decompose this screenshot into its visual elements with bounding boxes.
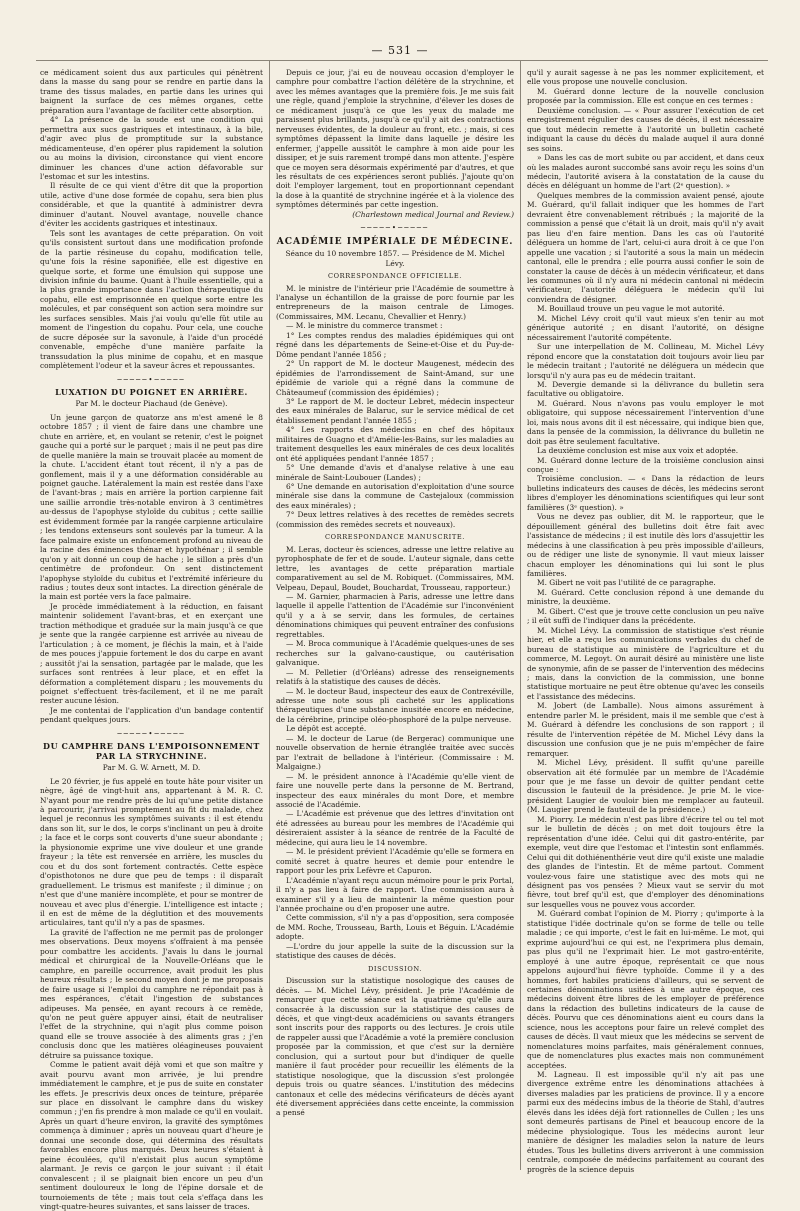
academy-title: ACADÉMIE IMPÉRIALE DE MÉDECINE. bbox=[276, 235, 514, 247]
paragraph: M. Guérard. Nous n'avons pas voulu employer le mot obligatoire, qui suppose nécessairement l'intervention d'une loi, mais nous avons dit il est nécessaire, qui indique bien que, dans la pensée de la commission, la délivrance du bulletin ne doit pas être seulement facultative. bbox=[527, 398, 764, 446]
paragraph: — M. le ministre du commerce transmet : bbox=[286, 321, 443, 331]
paragraph: Sur une interpellation de M. Collineau, M. Michel Lévy répond encore que la constatation doit toujours avoir lieu par le médecin traitant ; l'autorité ne déléguera un médecin que lorsqu'il n'y aura pas eu de médecin traitant. bbox=[527, 342, 764, 380]
paragraph: ce médicament soient dus aux particules qui pénètrent dans la masse du sang pour se rendre en partie dans la trame des tissus malades, en partie dans les urines qui baignent la surface de ces mêmes organes, cette préparation aura l'avantage de faciliter cette absorption. bbox=[40, 68, 263, 115]
paragraph: Deuxième conclusion. — « Pour assurer l'exécution de cet enregistrement régulier des causes de décès, il est nécessaire que tout médecin remette à l'autorité un bulletin cacheté indiquant la cause du décès du malade auquel il aura donné ses soins. bbox=[527, 105, 764, 153]
paragraph: M. Lagneau. Il est impossible qu'il n'y ait pas une divergence extrême entre les dénominations attachées à diverses maladies par les praticiens de province. Il y a encore parmi eux des médecins imbus de la théorie de Stahl, d'autres élevés dans les idées déjà fort rationnelles de Cullen ; les uns sont demeurés partisans de Pinel et beaucoup encore de la médecine physiologique. Tous les médecins auront leur manière de désigner les maladies selon la nature de leurs études. Tous les bulletins divers arriveront à une commission centrale, composée de médecins parfaitement au courant des progrès de la science depuis bbox=[527, 1070, 764, 1174]
paragraph: M. Michel Lévy croit qu'il vaut mieux s'en tenir au mot générique autorité ; en disant l'autorité, on désigne nécessairement l'autorité compétente. bbox=[527, 313, 764, 342]
subhead-official-correspondence: CORRESPONDANCE OFFICIELLE. bbox=[328, 272, 462, 281]
paragraph: Troisième conclusion. — « Dans la rédaction de leurs bulletins indicateurs des causes de décès, les médecins seront libres d'employer les dénominations scientifiques qui leur sont familières (3ᵉ question). » bbox=[527, 474, 764, 512]
paragraph: — L'Académie est prévenue que des lettres d'invitation ont été adressées au bureau pour les membres de l'Académie qui désireraient assister à la séance de rentrée de la Faculté de médecine, qui aura lieu le 14 novembre. bbox=[276, 809, 514, 847]
paragraph: M. Gibert. C'est que je trouve cette conclusion un peu naïve ; il eût suffi de l'indiquer dans la précédente. bbox=[527, 606, 764, 626]
paragraph: M. Gibert ne voit pas l'utilité de ce paragraphe. bbox=[537, 578, 716, 588]
paragraph: Depuis ce jour, j'ai eu de nouveau occasion d'employer le camphre pour combattre l'action délétère de la strychnine, et avec les mêmes avantages que la première fois. Je me suis fait une règle, quand j'emploie la strychnine, d'élever les doses de ce médicament jusqu'à ce que les yeux du malade me paraissent plus brillants, jusqu'à ce qu'il y ait des contractions nerveuses évidentes, de la douleur au front, etc. ; mais, si ces symptômes dépassent la limite dans laquelle je désire les enfermer, j'appelle aussitôt le camphre à mon aide pour les dissiper, et je suis rarement trompé dans mon attente. J'espère que ce moyen sera désormais expérimenté par d'autres, et que les résultats de ces expériences seront publiés. J'ajoute qu'on doit l'employer largement, tout en proportionnant cependant la dose à la quantité de strychnine ingérée et à la violence des symptômes déterminés par cette ingestion. bbox=[276, 68, 514, 210]
section-separator: ─────•───── bbox=[117, 375, 186, 384]
paragraph: qu'il y aurait sagesse à ne pas les nommer explicitement, et elle vous propose une nouvelle conclusion. bbox=[527, 68, 764, 87]
article-byline: Par M. le docteur Piachaud (de Genève). bbox=[75, 399, 228, 409]
paragraph: L'Académie n'ayant reçu aucun mémoire pour le prix Portal, il n'y a pas lieu à faire de rapport. Une commission aura à examiner s'il y a lieu de maintenir la même question pour l'année prochaine ou d'en proposer une autre. bbox=[276, 875, 514, 913]
paragraph: M. le ministre de l'intérieur prie l'Académie de soumettre à l'analyse un échantillon de la graisse de porc fournie par les entrepreneurs de la maison centrale de Limoges. (Commissaires, MM. Lecanu, Chevallier et Henry.) bbox=[276, 283, 514, 321]
paragraph: M. Guérard donne lecture de la nouvelle conclusion proposée par la commission. Elle est conçue en ces termes : bbox=[527, 86, 764, 106]
paragraph: — M. le président annonce à l'Académie qu'elle vient de faire une nouvelle perte dans la personne de M. Bertrand, inspecteur des eaux minérales du mont Dore, et membre associé de l'Académie. bbox=[276, 771, 514, 809]
paragraph: La deuxième conclusion est mise aux voix et adoptée. bbox=[537, 446, 739, 456]
paragraph: Je me contentai de l'application d'un bandage contentif pendant quelques jours. bbox=[40, 705, 263, 725]
paragraph: 6° Une demande en autorisation d'exploitation d'une source minérale sise dans la commune de Castejaloux (commission des eaux minérales) ; bbox=[276, 482, 514, 510]
paragraph: M. Jobert (de Lamballe). Nous aimons assurément à entendre parler M. le président, mais il me semble que c'est à M. Guérard à défendre les conclusions de son rapport ; il résulte de l'intervention répétée de M. Michel Lévy dans la discussion une confusion que je ne puis m'empêcher de faire remarquer. bbox=[527, 701, 764, 758]
subhead-manuscript-correspondence: CORRESPONDANCE MANUSCRITE. bbox=[325, 533, 465, 542]
paragraph: — M. le docteur Baud, inspecteur des eaux de Contrexéville, adresse une note sous pli cacheté sur les applications thérapeutiques d'une substance inusitée encore en médecine, de la cérébrine, principe oléo-phosphoré de la pulpe nerveuse. bbox=[276, 686, 514, 724]
section-separator: ─────•───── bbox=[117, 729, 186, 738]
paragraph: 5° Une demande d'avis et d'analyse relative à une eau minérale de Saint-Loubouer (Landes) ; bbox=[276, 463, 514, 482]
paragraph: — M. Pelletier (d'Orléans) adresse des renseignements relatifs à la statistique des causes de décès. bbox=[276, 667, 514, 687]
paragraph: M. Devergie demande si la délivrance du bulletin sera facultative ou obligatoire. bbox=[527, 379, 764, 399]
paragraph: Vous ne devez pas oublier, dit M. le rapporteur, que le dépouillement général des bulletins doit être fait avec l'assistance de médecins ; il est inutile dès lors d'assujettir les médecins à une classification à peu près impossible d'ailleurs, ou de rédiger une liste de synonymie. Il vaut mieux laisser chacun employer les dénominations qui lui sont le plus familières. bbox=[527, 512, 764, 579]
paragraph: — M. Broca communique à l'Académie quelques-unes de ses recherches sur la galvano-caustique, ou cautérisation galvanique. bbox=[276, 639, 514, 668]
paragraph: — M. Garnier, pharmacien à Paris, adresse une lettre dans laquelle il appelle l'attention de l'Académie sur l'inconvénient qu'il y a à se servir, dans les formules, de certaines dénominations chimiques qui peuvent entraîner des confusions regrettables. bbox=[276, 592, 514, 639]
section-separator: ─────•───── bbox=[360, 224, 430, 233]
paragraph: 7° Deux lettres relatives à des recettes de remèdes secrets (commission des remèdes secrets et nouveaux). bbox=[276, 510, 514, 529]
paragraph: M. Guérard. Cette conclusion répond à une demande du ministre, la deuxième. bbox=[527, 587, 764, 607]
paragraph: M. Leras, docteur ès sciences, adresse une lettre relative au pyrophosphate de fer et de soude. L'auteur signale, dans cette lettre, les avantages de cette préparation martiale comparativement au sel de M. Robiquet. (Commissaires, MM. Velpeau, Depaul, Boudet, Bouchardat, Trousseau, rapporteur.) bbox=[276, 544, 514, 592]
article-title-camphre: DU CAMPHRE DANS L'EMPOISONNEMENT PAR LA STRYCHNINE. bbox=[43, 741, 260, 761]
paragraph: M. Michel Lévy. La commission de statistique s'est réunie hier, et elle a reçu les communications verbales du chef de bureau de statistique au ministère de l'agriculture et du commerce, M. Legoyt. On aurait désiré au ministère une liste de synonymie, afin de se passer de l'intervention des médecins ; mais, dans la conviction de la commission, une bonne statistique mortuaire ne peut être obtenue qu'avec les conseils et l'assistance des médecins. bbox=[527, 625, 764, 701]
paragraph: M. Piorry. Le médecin n'est pas libre d'écrire tel ou tel mot sur le bulletin de décès ; on met doit toujours être la représentation d'une idée. Celui qui dit gastro-entérite, par exemple, veut dire que l'estomac et l'intestin sont enflammés. Celui qui dit dothiénenthérie veut dire qu'il existe une maladie des glandes de l'intestin. Et de même partout. Comment voulez-vous faire une statistique avec des mots qui ne désignent pas vos pensées ? Mieux vaut se servir du mot fièvre, tout bref qu'il est, que d'employer des dénominations sur lesquelles vous ne pouvez vous accorder. bbox=[527, 814, 764, 909]
article-source: (Charlestown medical Journal and Review.) bbox=[352, 209, 514, 219]
paragraph: Je procède immédiatement à la réduction, en faisant maintenir solidement l'avant-bras, et en exerçant une traction méthodique et graduée sur la main jusqu'à ce que je sente que la rangée carpienne est arrivée au niveau de l'articulation ; à ce moment, je fléchis la main, et à l'aide de mes pouces j'appuie fortement le dos du carpe en avant ; aussitôt j'ai la sensation, partagée par le malade, que les surfaces sont rentrées à leur place, et en effet la déformation a complétement disparu ; les mouvements du poignet s'effectuent très-facilement, et il ne me paraît rester aucune lésion. bbox=[40, 601, 263, 706]
column-rule-left bbox=[269, 60, 270, 1170]
paragraph: — M. le docteur de Larue (de Bergerac) communique une nouvelle observation de hernie étranglée traitée avec succès par l'extrait de belladone à l'intérieur. (Commissaire : M. Malgaigne.) bbox=[276, 733, 514, 772]
page-number: — 531 — bbox=[371, 44, 429, 57]
paragraph: Discussion sur la statistique nosologique des causes de décès. — M. Michel Lévy, président. Je prie l'Académie de remarquer que cette séance est la quatrième qu'elle aura consacrée à la discussion sur la statistique des causes de décès, et que vingt-deux académiciens ou savants étrangers sont inscrits pour des rapports ou des lectures. Je crois utile de rappeler aussi que l'Académie a voté la première conclusion proposée par la commission, et que c'est sur la dernière conclusion, qui a surtout pour but d'indiquer de quelle manière il faut procéder pour recueillir les éléments de la statistique nosologique, que la discussion s'est prolongée depuis trois ou quatre séances. L'institution des médecins cantonaux et celle des médecins vérificateurs de décès ayant été diversement appréciées dans cette enceinte, la commission a pensé bbox=[276, 976, 514, 1118]
paragraph: 4° La présence de la soude est une condition qui permettra aux sucs gastriques et intestinaux, à la bile, d'agir avec plus de promptitude sur la substance médicamenteuse, d'en opérer plus rapidement la solution ou au moins la division, circonstance qui vient encore diminuer les chances d'une action défavorable sur l'estomac et sur les intestins. bbox=[40, 115, 263, 181]
paragraph: Quelques membres de la commission avaient pensé, ajoute M. Guérard, qu'il fallait indiquer que les hommes de l'art devraient être convenablement rétribués ; la majorité de la commission a pensé que c'était là un droit, mais qu'il n'y avait pas lieu d'en faire mention. Dans les cas où l'autorité déléguera un homme de l'art, celui-ci aura droit à ce que l'on appelle une vacation ; si l'autorité a sous la main un médecin cantonal, elle le prendra ; elle pourra aussi confier le soin de constater la cause de décès à un médecin vérificateur, et dans les communes où il n'y aura ni médecin cantonal ni médecin vérificateur, l'autorité déléguera le médecin qu'il lui conviendra de désigner. bbox=[527, 190, 764, 304]
paragraph: M. Guérard donne lecture de la troisième conclusion ainsi conçue : bbox=[527, 455, 764, 475]
paragraph: 1° Les comptes rendus des maladies épidémiques qui ont régné dans les départements de Seine-et-Oise et du Puy-de-Dôme pendant l'année 1856 ; bbox=[276, 330, 514, 359]
paragraph: Cette commission, s'il n'y a pas d'opposition, sera composée de MM. Roche, Trousseau, Barth, Louis et Béguin. L'Académie adopte. bbox=[276, 913, 514, 942]
paragraph: 3° Le rapport de M. le docteur Lebret, médecin inspecteur des eaux minérales de Balaruc, sur le service médical de cet établissement pendant l'année 1855 ; bbox=[276, 396, 514, 425]
paragraph: Le dépôt est accepté. bbox=[286, 724, 367, 734]
paragraph: — M. le président prévient l'Académie qu'elle se formera en comité secret à quatre heures et demie pour entendre le rapport pour les prix Lefèvre et Capuron. bbox=[276, 847, 514, 876]
paragraph: Un jeune garçon de quatorze ans m'est amené le 8 octobre 1857 ; il vient de faire dans une chambre une chute en arrière, et, en voulant se retenir, c'est le poignet gauche qui a porté sur le parquet ; mais il ne peut pas dire de quelle manière la main se trouvait placée au moment de la chute. L'accident étant tout récent, il n'y a pas de gonflement, mais il y a une déformation considérable au poignet gauche. Latéralement la main est restée dans l'axe de l'avant-bras ; mais en arrière la portion carpienne fait une saillie arrondie très-notable environ à 3 centimètres au-dessus de l'apophyse styloïde du cubitus ; cette saillie est évidemment formée par la rangée carpienne articulaire ; les tendons extenseurs sont soulevés par la tumeur. A la face palmaire existe un enfoncement profond au niveau de la racine des éminences thénar et hypothénar ; il semble qu'on y ait donné un coup de hache ; le sillon a près d'un centimètre de profondeur. On sent distinctement l'apophyse styloïde du cubitus et l'extrémité inférieure du radius ; toutes deux sont intactes. La direction générale de la main est portée vers la face palmaire. bbox=[40, 412, 263, 602]
paragraph: Le 20 février, je fus appelé en toute hâte pour visiter un nègre, âgé de vingt-huit ans, appartenant à M. R. C. N'ayant pour me rendre près de lui qu'une petite distance à parcourir, j'arrivai promptement au fit du malade, chez lequel je reconnus les symptômes suivants : il est étendu dans son lit, sur le dos, le corps s'inclinant un peu à droite ; la face et le corps sont couverts d'une sueur abondante ; la physionomie exprime une vive douleur et une grande frayeur ; la tête est renversée en arrière, les muscles du cou et du dos sont fortement contractés. Cette espèce d'opisthotonos ne dure que peu de temps : il disparaît graduellement. Le trismus est manifeste ; il diminue ; on n'est que d'une manière incomplète, et pour se montrer de nouveau et avec plus d'énergie. L'intelligence est intacte ; il en est de même de la déglutition et des mouvements articulaires, tant qu'il n'y a pas de spasmes. bbox=[40, 776, 263, 928]
paragraph: Comme le patient avait déjà vomi et que son maître y avait pourvu avant mon arrivée, je lui prendre immédiatement le camphre, et je pus de suite en constater les effets. Je prescrivis deux onces de teinture, préparée sur place en dissolvant le camphre dans du wiskey commun ; j'en fis prendre à mon malade ce qu'il en voulait. Après un quart d'heure environ, la gravité des symptômes commença à diminuer ; après un nouveau quart d'heure je donnai une seconde dose, qui détermina des résultats favorables encore plus marqués. Deux heures s'étaient à peine écoulées, qu'il n'existait plus aucun symptôme alarmant. Je revis ce garçon le jour suivant : il était convalescent ; il se plaignait bien encore un peu d'un sentiment douloureux le long de l'épine dorsale et de tournoiements de tête ; mais tout cela s'effaça dans les vingt-quatre-heures suivantes, et sans laisser de traces. bbox=[40, 1060, 263, 1211]
paragraph: M. Guérard combat l'opinion de M. Piorry ; qu'importe à la statistique l'idée doctrinale qu'on se forme de telle ou telle maladie ; ce qui importe, c'est le fait en lui-même. Le mot, qui exprime aujourd'hui ce qui est, ne l'exprimera plus demain, pas plus qu'il ne l'exprimait hier. Le mot gastro-entérite, employé à une autre époque, représentait ce que nous appelons aujourd'hui fièvre typhoïde. Comme il y a des hommes, fort habiles praticiens d'ailleurs, qui se servent de certaines dénominations usitées à une autre époque, ces médecins doivent être libres de les employer de préférence dans la rédaction des bulletins indicateurs de la cause de décès. Pourvu que ces dénominations aient eu cours dans la science, nous les acceptons pour faire un relevé complet des causes de décès. Il vaut mieux que les médecins se servent de nomenclatures moins parfaites, mais généralement connues, que de nomenclatures plus exactes mais non communément acceptées. bbox=[527, 909, 764, 1070]
subhead-discussion: DISCUSSION. bbox=[368, 964, 422, 973]
article-title-luxation: LUXATION DU POIGNET EN ARRIÈRE. bbox=[55, 386, 248, 397]
paragraph: Tels sont les avantages de cette préparation. On voit qu'ils consistent surtout dans une modification profonde de la partie résineuse du copahu, modification telle, qu'une fois la résine saponifiée, elle est digestive en quelque sorte, et forme une émulsion qui suppose une division infinie du baume. Quant à l'huile essentielle, qui a la plus grande importance dans l'action thérapeutique du copahu, elle est emprisonnée en quelque sorte entre les molécules, et par conséquent son action sera moindre sur les surfaces sensibles. Mais j'ai voulu qu'elle fût utile au moment de l'ingestion du copahu. Pour cela, une couche de sucre déposée sur la savonule, à l'aide d'un procédé convenable, empêche d'une manière parfaite la transsudation la plus minime de copahu, et en masque complètement l'odeur et la saveur âcres et repoussantes. bbox=[40, 228, 263, 371]
paragraph: Il résulte de ce qui vient d'être dit que la proportion utile, active d'une dose formée de copahu, sera bien plus considérable, et que la quantité à administrer devra diminuer d'autant. Nouvel avantage, nouvelle chance d'éviter les accidents gastriques et intestinaux. bbox=[40, 181, 263, 229]
paragraph: 2° Un rapport de M. le docteur Maugenest, médecin des épidémies de l'arrondissement de Saint-Amand, sur une épidémie de variole qui a régné dans la commune de Châteaumeuf (commission des épidémies) ; bbox=[276, 359, 514, 397]
paragraph: M. Michel Lévy, président. Il suffit qu'une pareille observation ait été formulée par un membre de l'Académie pour que je me fasse un devoir de quitter pendant cette discussion le fauteuil de la présidence. Je prie M. le vice-président Laugier de vouloir bien me remplacer au fauteuil. (M. Laugier prend le fauteuil de la présidence.) bbox=[527, 758, 764, 815]
column-middle bbox=[276, 68, 514, 1168]
column-right bbox=[527, 68, 764, 1174]
paragraph: » Dans les cas de mort subite ou par accident, et dans ceux où les malades auront succombé sans avoir reçu les soins d'un médecin, l'autorité avisera à la constatation de la cause du décès en déléguant un homme de l'art (2ᵉ question). » bbox=[527, 153, 764, 191]
paragraph: La gravité de l'affection ne me permit pas de prolonger mes observations. Deux moyens s'offraient à ma pensée pour combattre les accidents. J'avais lu dans le journal médical et chirurgical de la Nouvelle-Orléans que le camphre, en pareille occurrence, avait produit les plus heureux résultats ; le second moyen dont je me proposais de faire usage si l'emploi du camphre ne répondait pas à mes espérances, c'était l'ingestion de substances adipeuses. Ma pensée, en ayant recours à ce remède, qu'on ne peut guère appuyer ainsi, était de neutraliser l'effet de la strychnine, qui n'agit plus comme poison quand elle se trouve associée à des aliments gras ; j'en conclusis donc que les matières oléagineuses pouvaient détruire sa puissance toxique. bbox=[40, 927, 263, 1060]
article-byline: Par M. G. W. Arnett, M. D. bbox=[102, 763, 201, 773]
column-rule-right bbox=[520, 60, 521, 1170]
paragraph: 4° Les rapports des médecins en chef des hôpitaux militaires de Guagno et d'Amélie-les-Bains, sur les maladies au traitement desquelles les eaux minérales de ces deux localités ont été appliquées pendant l'année 1857 ; bbox=[276, 425, 514, 463]
paragraph: —L'ordre du jour appelle la suite de la discussion sur la statistique des causes de décès. bbox=[276, 941, 514, 961]
header-rule bbox=[36, 60, 768, 61]
session-line: Séance du 10 novembre 1857. — Présidence de M. Michel Lévy. bbox=[285, 249, 505, 268]
column-left bbox=[40, 68, 263, 1211]
paragraph: M. Bouillaud trouve un peu vague le mot autorité. bbox=[537, 304, 725, 314]
